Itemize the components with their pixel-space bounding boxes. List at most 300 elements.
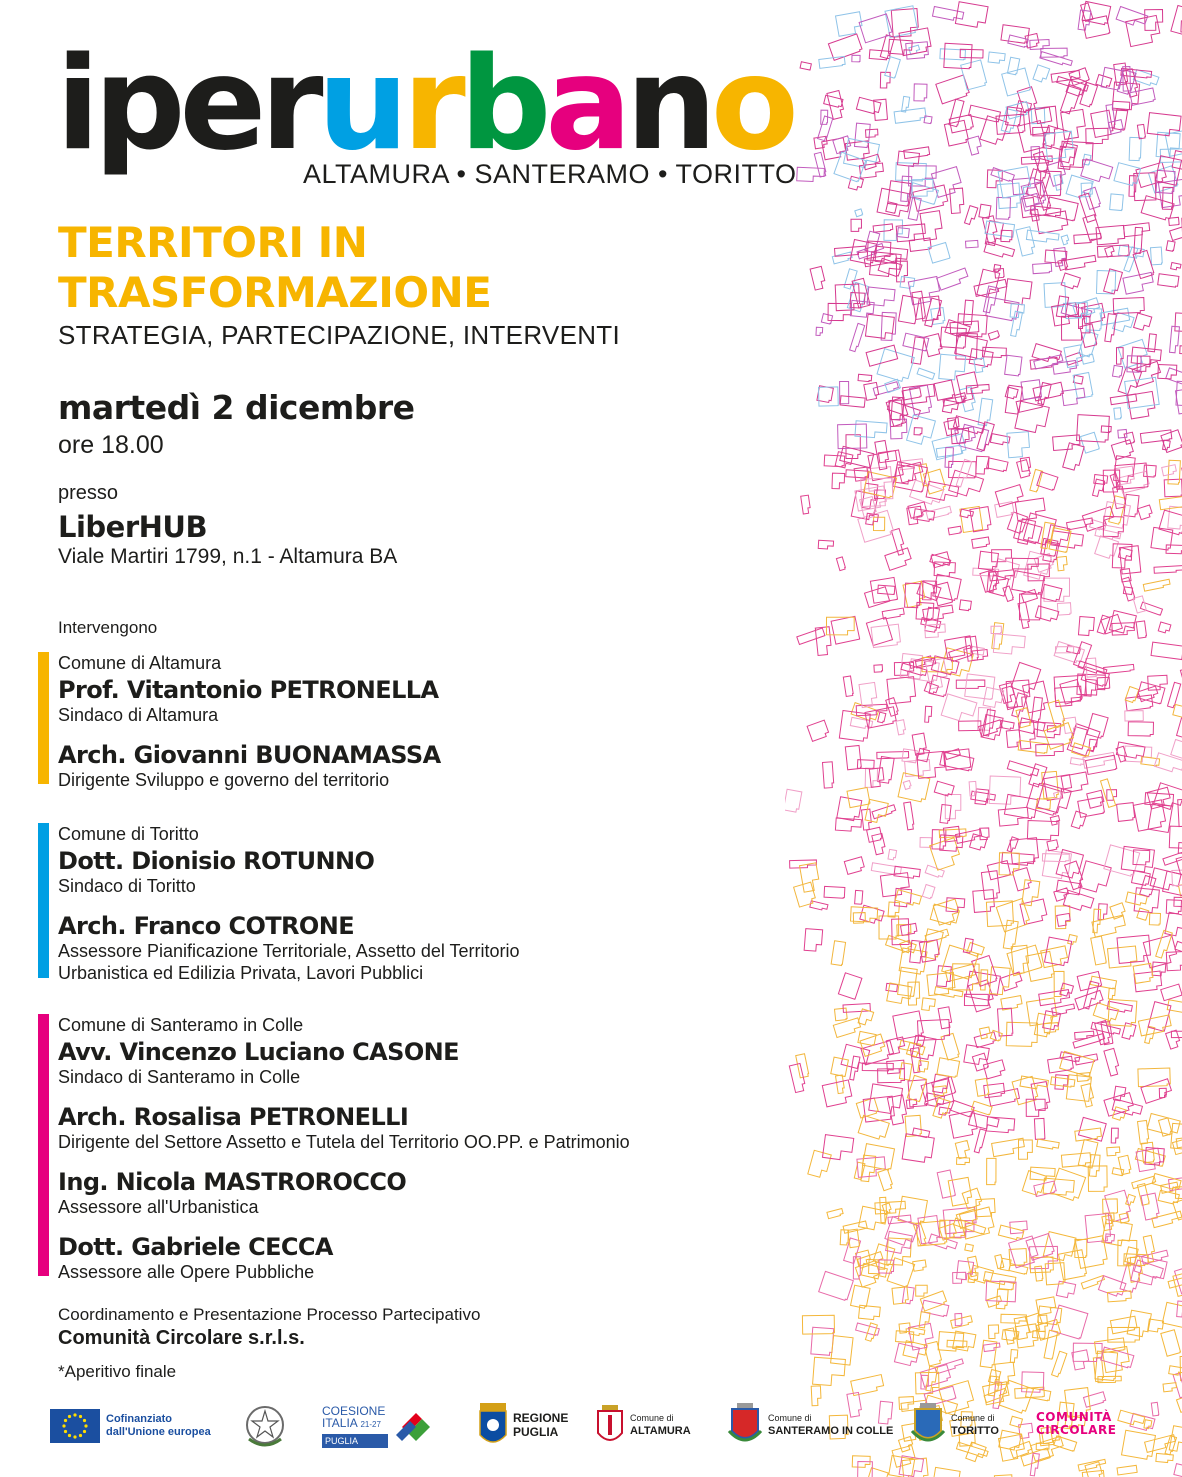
- map-building: [1002, 686, 1018, 710]
- map-building: [865, 799, 888, 824]
- map-building: [1129, 137, 1141, 160]
- map-building: [1126, 15, 1162, 46]
- map-building: [1141, 1079, 1173, 1104]
- coesione-italia-logo: [322, 1405, 436, 1448]
- comune-toritto-logo: [910, 1401, 999, 1449]
- map-building: [1004, 794, 1037, 819]
- map-building: [1136, 621, 1147, 638]
- map-building: [1125, 687, 1139, 704]
- speaker-name: Avv. Vincenzo Luciano CASONE: [58, 1038, 459, 1066]
- map-building: [1080, 82, 1098, 107]
- map-building: [859, 14, 893, 43]
- event-time: ore 18.00: [58, 431, 164, 459]
- map-building: [1091, 1022, 1120, 1035]
- map-building: [1078, 617, 1094, 636]
- map-building: [1166, 368, 1182, 386]
- map-building: [885, 57, 901, 79]
- map-building: [1123, 223, 1150, 237]
- map-building: [995, 485, 1024, 507]
- logo-word-iper: iper: [56, 30, 318, 179]
- map-building: [859, 163, 883, 178]
- map-building: [1002, 68, 1031, 96]
- map-building: [1108, 1291, 1132, 1302]
- map-building: [942, 400, 958, 414]
- map-building: [885, 548, 913, 570]
- eu-text-1: Cofinanziato: [106, 1413, 172, 1425]
- map-building: [957, 1158, 970, 1165]
- map-building: [797, 628, 825, 644]
- map-building: [930, 904, 959, 926]
- map-building: [1116, 7, 1148, 29]
- map-building: [855, 890, 863, 904]
- map-building: [818, 540, 833, 549]
- map-building: [785, 789, 802, 812]
- map-building: [937, 966, 952, 987]
- speaker-role: Assessore alle Opere Pubbliche: [58, 1262, 315, 1282]
- comune-label: Comune di Altamura: [58, 653, 222, 673]
- map-building: [1154, 753, 1182, 775]
- map-building: [1081, 1084, 1095, 1107]
- comunita-circolare-logo: [1036, 1411, 1116, 1437]
- map-building: [1036, 211, 1068, 234]
- map-building: [949, 115, 973, 133]
- speaker-name: Dott. Dionisio ROTUNNO: [58, 847, 375, 875]
- map-building: [1138, 505, 1153, 520]
- map-building: [1057, 603, 1071, 615]
- map-building: [850, 323, 865, 352]
- map-building: [925, 865, 944, 878]
- map-building: [956, 1261, 973, 1281]
- map-building: [972, 537, 990, 548]
- map-building: [1176, 1138, 1182, 1148]
- map-building: [1171, 6, 1182, 38]
- map-building: [1042, 854, 1069, 862]
- map-building: [1103, 1199, 1118, 1213]
- map-building: [1140, 876, 1156, 898]
- map-building: [1001, 109, 1017, 133]
- map-building: [1010, 1350, 1018, 1363]
- map-building: [903, 1341, 927, 1360]
- map-building: [1105, 314, 1117, 343]
- map-building: [945, 795, 961, 819]
- map-building: [938, 1332, 964, 1352]
- map-building: [1171, 1123, 1182, 1150]
- map-building: [819, 387, 839, 406]
- map-building: [1151, 527, 1173, 550]
- map-building: [800, 62, 811, 70]
- map-building: [1159, 510, 1182, 535]
- urban-map-illustration: [785, 0, 1182, 1477]
- map-building: [869, 1084, 903, 1115]
- map-building: [1177, 718, 1182, 743]
- map-building: [995, 502, 1015, 518]
- speakers-label: Intervengono: [58, 618, 158, 637]
- map-building: [998, 807, 1028, 826]
- map-building: [1169, 826, 1182, 848]
- map-building: [878, 1169, 894, 1191]
- map-building: [1051, 1168, 1086, 1202]
- map-building: [969, 105, 1001, 122]
- map-building: [1052, 1351, 1067, 1377]
- comunita-text-2: CIRCOLARE: [1036, 1423, 1117, 1437]
- event-date: martedì 2 dicembre: [58, 388, 415, 427]
- map-building: [929, 675, 949, 697]
- map-building: [1137, 124, 1145, 138]
- map-building: [1095, 528, 1121, 540]
- map-building: [819, 1271, 854, 1301]
- map-building: [1108, 946, 1138, 968]
- map-building: [948, 526, 961, 535]
- map-building: [843, 676, 853, 696]
- map-building: [807, 720, 830, 741]
- map-building: [1154, 566, 1182, 574]
- map-building: [1061, 109, 1087, 139]
- map-building: [1128, 722, 1153, 736]
- map-building: [1163, 440, 1171, 450]
- map-building: [843, 1003, 870, 1012]
- map-building: [886, 1037, 906, 1055]
- map-building: [1110, 194, 1124, 211]
- map-building: [1108, 988, 1115, 999]
- map-building: [1044, 1330, 1058, 1359]
- speaker-role: Sindaco di Toritto: [58, 876, 196, 896]
- map-building: [1117, 803, 1135, 822]
- map-building: [1158, 274, 1179, 288]
- map-building: [1075, 1031, 1094, 1039]
- map-building: [1044, 283, 1066, 308]
- logo-letter-o: o: [710, 30, 793, 179]
- map-building: [1046, 197, 1079, 221]
- comune-label: Comune di Santeramo in Colle: [58, 1015, 304, 1035]
- map-building: [808, 1150, 831, 1178]
- map-building: [1061, 273, 1080, 290]
- map-building: [1173, 1196, 1182, 1220]
- map-building: [984, 1343, 1001, 1352]
- map-building: [871, 863, 901, 876]
- map-building: [831, 941, 845, 966]
- map-building: [1134, 313, 1152, 331]
- map-building: [1015, 498, 1046, 521]
- map-building: [1125, 711, 1143, 721]
- map-building: [855, 421, 887, 439]
- map-building: [1005, 385, 1022, 414]
- logo-letter-a: a: [545, 30, 626, 179]
- map-building: [950, 321, 979, 334]
- map-building: [1053, 435, 1081, 451]
- map-building: [1095, 536, 1119, 560]
- map-building: [1044, 578, 1070, 601]
- santeramo-coat-icon: [727, 1401, 763, 1449]
- map-building: [841, 1044, 870, 1070]
- map-building: [984, 1083, 1005, 1097]
- map-building: [822, 138, 847, 160]
- map-building: [1173, 1270, 1182, 1297]
- map-building: [858, 374, 872, 381]
- map-building: [1174, 897, 1182, 907]
- map-building: [790, 860, 817, 868]
- map-building: [926, 506, 951, 519]
- map-building: [1168, 506, 1182, 529]
- map-building: [914, 428, 922, 435]
- title-line-1: TERRITORI IN: [58, 218, 368, 267]
- map-building: [888, 902, 899, 917]
- map-building: [917, 368, 935, 379]
- speaker-name: Prof. Vitantonio PETRONELLA: [58, 676, 439, 704]
- map-building: [925, 706, 932, 722]
- map-building: [821, 314, 832, 325]
- map-building: [959, 600, 971, 611]
- map-building: [1091, 110, 1114, 137]
- map-building: [904, 802, 915, 830]
- map-building: [1035, 107, 1052, 123]
- map-building: [1031, 697, 1042, 723]
- comune-altamura-logo: [596, 1403, 691, 1447]
- map-building: [988, 331, 999, 340]
- coordination-label: Coordinamento e Presentazione Processo Partecipativo: [58, 1305, 481, 1324]
- speaker-role: Assessore Pianificazione Territoriale, Assetto del Territorio: [58, 941, 520, 961]
- map-building: [836, 557, 845, 571]
- map-building: [1071, 811, 1086, 829]
- map-building: [1114, 163, 1141, 187]
- map-building: [1087, 714, 1108, 739]
- map-building: [972, 1053, 988, 1071]
- map-building: [1134, 227, 1143, 253]
- map-building: [822, 1135, 853, 1161]
- eu-flag-icon: [50, 1409, 100, 1443]
- map-building: [1145, 9, 1163, 30]
- map-building: [1159, 497, 1182, 510]
- map-building: [1171, 263, 1181, 271]
- map-building: [1137, 908, 1149, 920]
- map-building: [797, 167, 825, 182]
- map-building: [1111, 1128, 1118, 1143]
- map-building: [1005, 355, 1022, 376]
- map-building: [1167, 682, 1180, 708]
- map-building: [800, 863, 821, 892]
- map-building: [1170, 225, 1182, 241]
- map-building: [964, 206, 977, 226]
- map-building: [1007, 432, 1030, 458]
- map-building: [877, 349, 914, 383]
- map-building: [1053, 360, 1077, 374]
- map-building: [1009, 1249, 1027, 1266]
- map-building: [944, 120, 968, 146]
- map-building: [1072, 1350, 1090, 1370]
- altamura-text-1: Comune di: [630, 1413, 674, 1423]
- map-building: [1066, 1075, 1091, 1102]
- map-building: [1064, 255, 1096, 270]
- map-building: [1171, 740, 1182, 765]
- map-building: [981, 871, 1000, 900]
- map-building: [944, 43, 972, 69]
- map-building: [1081, 159, 1113, 184]
- map-building: [845, 745, 861, 769]
- puglia-text-1: REGIONE: [513, 1411, 569, 1425]
- map-building: [953, 1272, 966, 1283]
- map-building: [1149, 913, 1160, 925]
- map-building: [961, 60, 987, 90]
- map-building: [831, 1336, 853, 1366]
- map-building: [840, 396, 865, 408]
- coesione-region: PUGLIA: [322, 1434, 388, 1448]
- map-building: [873, 517, 884, 530]
- map-building: [974, 1032, 997, 1048]
- map-building: [987, 458, 1008, 472]
- map-building: [912, 733, 927, 755]
- map-building: [831, 1057, 849, 1076]
- map-building: [1104, 1048, 1121, 1076]
- map-building: [991, 626, 1001, 633]
- map-building: [1067, 518, 1094, 530]
- map-building: [887, 677, 916, 704]
- map-building: [1114, 408, 1122, 420]
- map-building: [867, 287, 895, 307]
- map-building: [897, 228, 909, 238]
- map-building: [878, 757, 894, 784]
- map-building: [1158, 1190, 1179, 1205]
- title-line-2: TRASFORMAZIONE: [58, 268, 492, 317]
- map-building: [1083, 16, 1110, 38]
- map-building: [836, 12, 864, 37]
- map-building: [1051, 1077, 1075, 1088]
- map-building: [1117, 348, 1124, 365]
- map-building: [1083, 215, 1102, 242]
- map-building: [1150, 868, 1181, 892]
- map-building: [1105, 1234, 1114, 1243]
- map-building: [855, 209, 863, 217]
- map-building: [988, 52, 1005, 64]
- map-building: [932, 7, 963, 22]
- map-building: [927, 972, 956, 995]
- map-building: [1118, 1155, 1131, 1174]
- map-building: [987, 1158, 996, 1184]
- map-building: [1037, 1139, 1060, 1150]
- map-building: [1161, 1330, 1181, 1356]
- map-building: [864, 382, 880, 400]
- map-building: [1166, 241, 1175, 252]
- map-building: [975, 789, 989, 805]
- map-building: [852, 55, 860, 62]
- map-building: [902, 1134, 934, 1163]
- map-building: [1001, 25, 1029, 44]
- logo-cities: ALTAMURA • SANTERAMO • TORITTO: [303, 159, 797, 189]
- map-building: [969, 1113, 999, 1132]
- map-building: [950, 188, 965, 213]
- map-building: [1104, 269, 1123, 295]
- map-building: [1148, 803, 1172, 833]
- map-building: [1034, 1118, 1045, 1139]
- map-building: [1110, 394, 1136, 405]
- event-subtitle: STRATEGIA, PARTECIPAZIONE, INTERVENTI: [58, 320, 620, 350]
- map-building: [899, 1063, 912, 1080]
- speaker-name: Ing. Nicola MASTROROCCO: [58, 1168, 407, 1196]
- map-building: [835, 1008, 848, 1021]
- speaker-role: Sindaco di Santeramo in Colle: [58, 1067, 301, 1087]
- map-building: [907, 415, 936, 446]
- speaker-role: Sindaco di Altamura: [58, 705, 219, 725]
- map-building: [900, 277, 915, 289]
- map-building: [1143, 579, 1170, 591]
- map-building: [1124, 432, 1135, 444]
- map-building: [1168, 460, 1180, 484]
- map-building: [1158, 622, 1171, 634]
- map-building: [912, 291, 926, 319]
- map-building: [919, 1312, 930, 1329]
- event-title: [58, 218, 491, 318]
- map-building: [827, 1208, 844, 1218]
- altamura-text-2: ALTAMURA: [630, 1425, 691, 1437]
- map-building: [1151, 247, 1163, 265]
- map-building: [1091, 936, 1107, 965]
- map-building: [888, 849, 897, 860]
- map-building: [1112, 365, 1122, 377]
- map-building: [988, 1325, 999, 1339]
- map-building: [1022, 880, 1040, 907]
- map-building: [866, 129, 879, 137]
- map-building: [1012, 1076, 1038, 1104]
- map-building: [921, 1300, 948, 1317]
- map-building: [816, 327, 823, 335]
- map-building: [1043, 1178, 1074, 1196]
- map-building: [1019, 1140, 1033, 1159]
- map-building: [924, 116, 932, 124]
- map-building: [933, 1098, 950, 1119]
- toritto-coat-icon: [910, 1401, 946, 1449]
- map-building: [1082, 354, 1095, 364]
- map-building: [1051, 70, 1080, 82]
- map-building: [1138, 1120, 1150, 1144]
- map-building: [1002, 852, 1034, 865]
- speaker-name: Arch. Giovanni BUONAMASSA: [58, 741, 441, 769]
- map-building: [1119, 471, 1150, 493]
- logo-letter-r: r: [402, 30, 460, 179]
- map-building: [802, 1315, 834, 1334]
- map-building: [940, 327, 966, 348]
- comune-santeramo-logo: [727, 1401, 893, 1449]
- group-bar-altamura: [38, 652, 49, 784]
- map-building: [1098, 904, 1107, 920]
- map-building: [978, 708, 991, 731]
- map-building: [1141, 196, 1174, 221]
- speaker-name: Arch. Rosalisa PETRONELLI: [58, 1103, 409, 1131]
- map-building: [801, 495, 811, 514]
- map-building: [1047, 840, 1059, 851]
- map-building: [844, 269, 857, 290]
- map-building: [866, 345, 898, 366]
- map-building: [804, 929, 823, 952]
- map-building: [928, 243, 950, 264]
- map-building: [1112, 1099, 1142, 1117]
- map-building: [866, 1468, 888, 1477]
- map-building: [822, 1080, 853, 1107]
- map-building: [1055, 1075, 1068, 1090]
- map-building: [872, 805, 896, 819]
- map-building: [1113, 298, 1144, 314]
- map-building: [1133, 596, 1146, 613]
- map-building: [847, 787, 870, 807]
- map-building: [1078, 797, 1105, 817]
- map-building: [995, 1255, 1004, 1269]
- coesione-years: 21-27: [360, 1420, 381, 1429]
- map-building: [1078, 1140, 1098, 1168]
- map-building: [922, 998, 936, 1011]
- map-building: [940, 49, 966, 60]
- map-building: [980, 1027, 991, 1039]
- map-building: [967, 943, 985, 958]
- map-building: [1176, 855, 1182, 875]
- map-building: [892, 1287, 909, 1304]
- map-building: [1147, 1114, 1180, 1137]
